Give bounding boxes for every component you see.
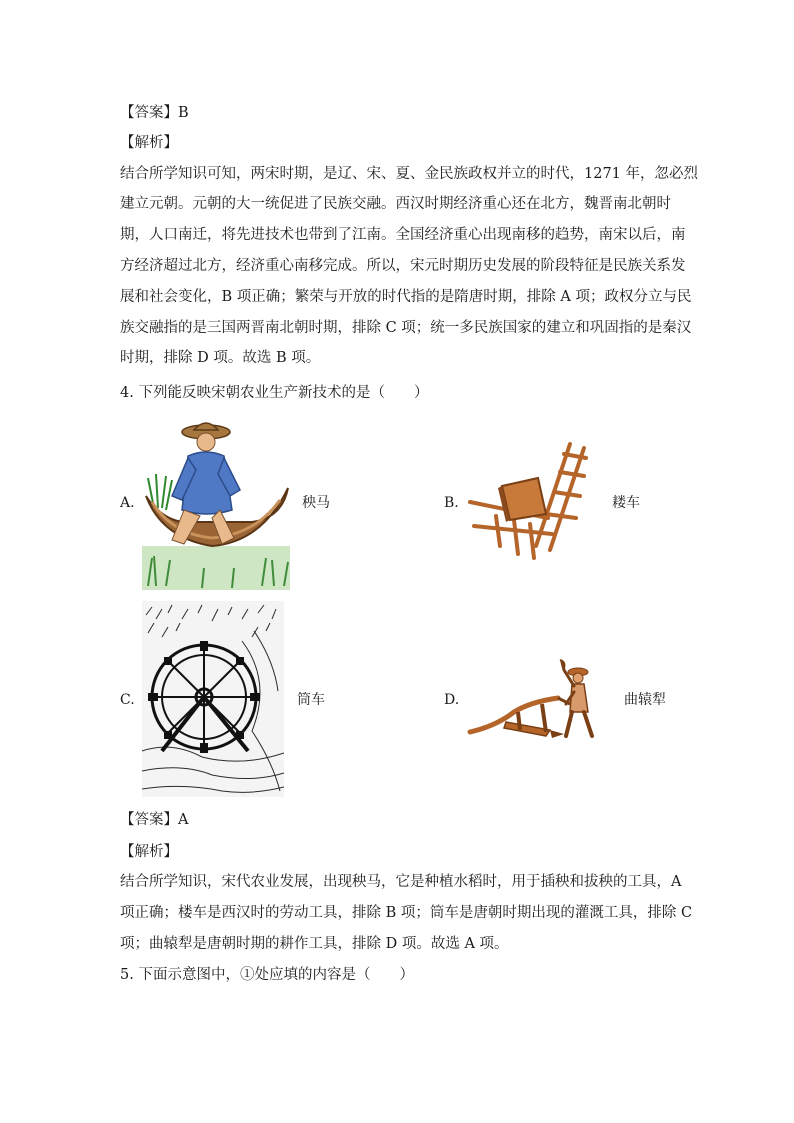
q3-analysis-line-7: 时期，排除 D 项。故选 B 项。 <box>120 350 321 366</box>
option-c-letter: C. <box>120 692 135 708</box>
yangma-seedling-horse-illustration <box>142 418 290 590</box>
option-c-label: 筒车 <box>297 692 325 708</box>
q4-stem: 4. 下列能反映宋朝农业生产新技术的是（ ） <box>120 385 429 401</box>
option-d-label: 曲辕犁 <box>624 692 666 708</box>
option-a-label: 秧马 <box>302 495 330 511</box>
q3-analysis-line-2: 建立元朝。元朝的大一统促进了民族交融。西汉时期经济重心还在北方，魏晋南北朝时 <box>120 196 671 212</box>
q3-analysis-line-3: 期，人口南迁，将先进技术也带到了江南。全国经济重心出现南移的趋势，南宋以后，南 <box>120 227 686 243</box>
q3-answer-label: 【答案】B <box>120 105 189 121</box>
tongche-waterwheel-illustration <box>142 601 284 797</box>
q3-analysis-line-4: 方经济超过北方，经济重心南移完成。所以，宋元时期历史发展的阶段特征是民族关系发 <box>120 258 686 274</box>
q3-analysis-line-5: 展和社会变化，B 项正确；繁荣与开放的时代指的是隋唐时期，排除 A 项；政权分立与民 <box>120 289 692 305</box>
option-a-letter: A. <box>120 495 135 511</box>
q4-analysis-line-1: 结合所学知识，宋代农业发展，出现秧马，它是种植水稻时，用于插秧和拔秧的工具，A <box>120 874 682 890</box>
louche-seed-drill-illustration <box>466 438 592 566</box>
q3-analysis-line-1: 结合所学知识可知，两宋时期，是辽、宋、夏、金民族政权并立的时代，1271 年，忽必烈 <box>120 166 699 182</box>
q4-analysis-line-2: 项正确；楼车是西汉时的劳动工具，排除 B 项；筒车是唐朝时期出现的灌溉工具，排除 C <box>120 905 693 921</box>
q5-stem: 5. 下面示意图中，①处应填的内容是（ ） <box>120 967 414 983</box>
option-d-letter: D. <box>444 692 460 708</box>
quyuanli-curved-plow-illustration <box>466 656 604 742</box>
q4-analysis-label: 【解析】 <box>120 844 178 860</box>
q3-analysis-line-6: 族交融指的是三国两晋南北朝时期，排除 C 项；统一多民族国家的建立和巩固指的是秦汉 <box>120 320 692 336</box>
q3-analysis-label: 【解析】 <box>120 135 178 151</box>
q4-answer-label: 【答案】A <box>120 812 189 828</box>
option-b-label: 耧车 <box>612 495 640 511</box>
option-b-letter: B. <box>444 495 459 511</box>
q4-analysis-line-3: 项；曲辕犁是唐朝时期的耕作工具，排除 D 项。故选 A 项。 <box>120 936 509 952</box>
